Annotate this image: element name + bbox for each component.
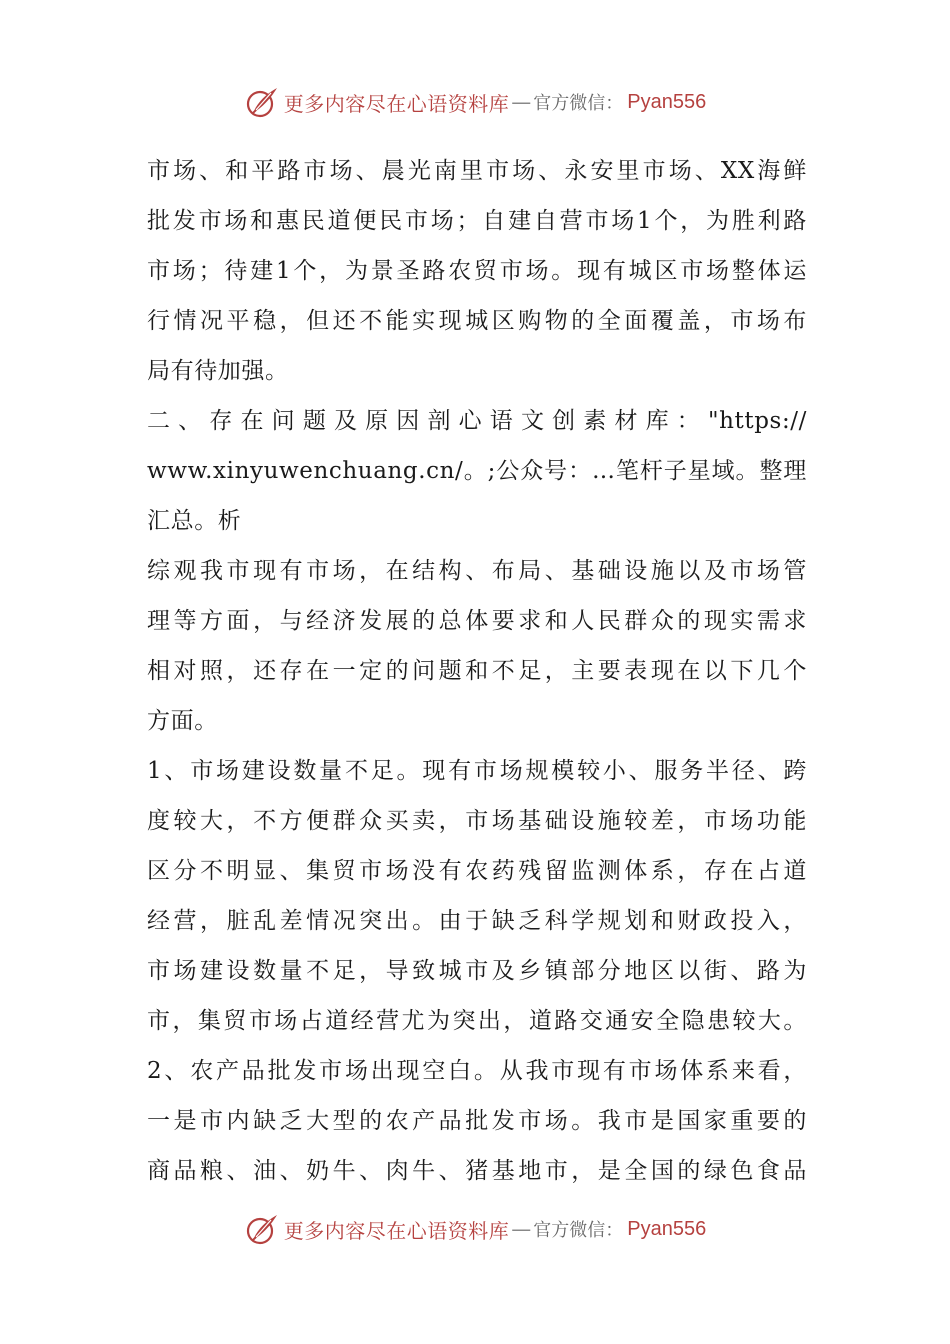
banner-title: 更多内容尽在心语资料库: [283, 91, 510, 116]
text-line: 理等方面，与经济发展的总体要求和人民群众的现实需求: [147, 608, 807, 634]
text-line: 市场；待建1个，为景圣路农贸市场。现有城区市场整体运: [147, 258, 807, 284]
banner-wechat-label: 官方微信：: [533, 93, 624, 114]
text-line: 汇总。析: [147, 508, 242, 534]
text-line: 2、农产品批发市场出现空白。从我市现有市场体系来看，: [147, 1058, 807, 1084]
text-line: 度较大，不方便群众买卖，市场基础设施较差，市场功能: [147, 808, 807, 834]
text-line: 市场建设数量不足，导致城市及乡镇部分地区以街、路为: [147, 958, 807, 984]
banner-wechat-id: Pyan556: [627, 1217, 707, 1240]
text-line: 商品粮、油、奶牛、肉牛、猪基地市，是全国的绿色食品: [147, 1158, 807, 1184]
text-line: 市场、和平路市场、晨光南里市场、永安里市场、XX海鲜: [147, 158, 807, 184]
quill-logo-icon: [244, 84, 280, 120]
banner-dash: —: [511, 90, 532, 114]
banner-wechat-id: Pyan556: [627, 90, 707, 113]
text-line: 方面。: [147, 708, 218, 734]
quill-logo-icon: [244, 1211, 280, 1247]
header-banner: [0, 82, 950, 122]
section-heading-line: 二、存在问题及原因剖心语文创素材库："https://: [147, 408, 807, 434]
text-line: 区分不明显、集贸市场没有农药残留监测体系，存在占道: [147, 858, 807, 884]
footer-banner: [0, 1209, 950, 1249]
text-line: 一是市内缺乏大型的农产品批发市场。我市是国家重要的: [147, 1108, 807, 1134]
text-line: 批发市场和惠民道便民市场；自建自营市场1个，为胜利路: [147, 208, 807, 234]
text-line: www.xinyuwenchuang.cn/。;公众号：…笔杆子星域。整理: [147, 458, 807, 484]
text-line: 相对照，还存在一定的问题和不足，主要表现在以下几个: [147, 658, 807, 684]
text-line: 市，集贸市场占道经营尤为突出，道路交通安全隐患较大。: [147, 1008, 807, 1034]
text-line: 综观我市现有市场，在结构、布局、基础设施以及市场管: [147, 558, 807, 584]
text-line: 1、市场建设数量不足。现有市场规模较小、服务半径、跨: [147, 758, 807, 784]
banner-title: 更多内容尽在心语资料库: [283, 1218, 510, 1243]
text-line: 行情况平稳，但还不能实现城区购物的全面覆盖，市场布: [147, 308, 807, 334]
text-line: 局有待加强。: [147, 358, 289, 384]
banner-dash: —: [511, 1217, 532, 1241]
text-line: 经营，脏乱差情况突出。由于缺乏科学规划和财政投入，: [147, 908, 807, 934]
banner-wechat-label: 官方微信：: [533, 1220, 624, 1241]
document-body: [147, 146, 807, 1196]
